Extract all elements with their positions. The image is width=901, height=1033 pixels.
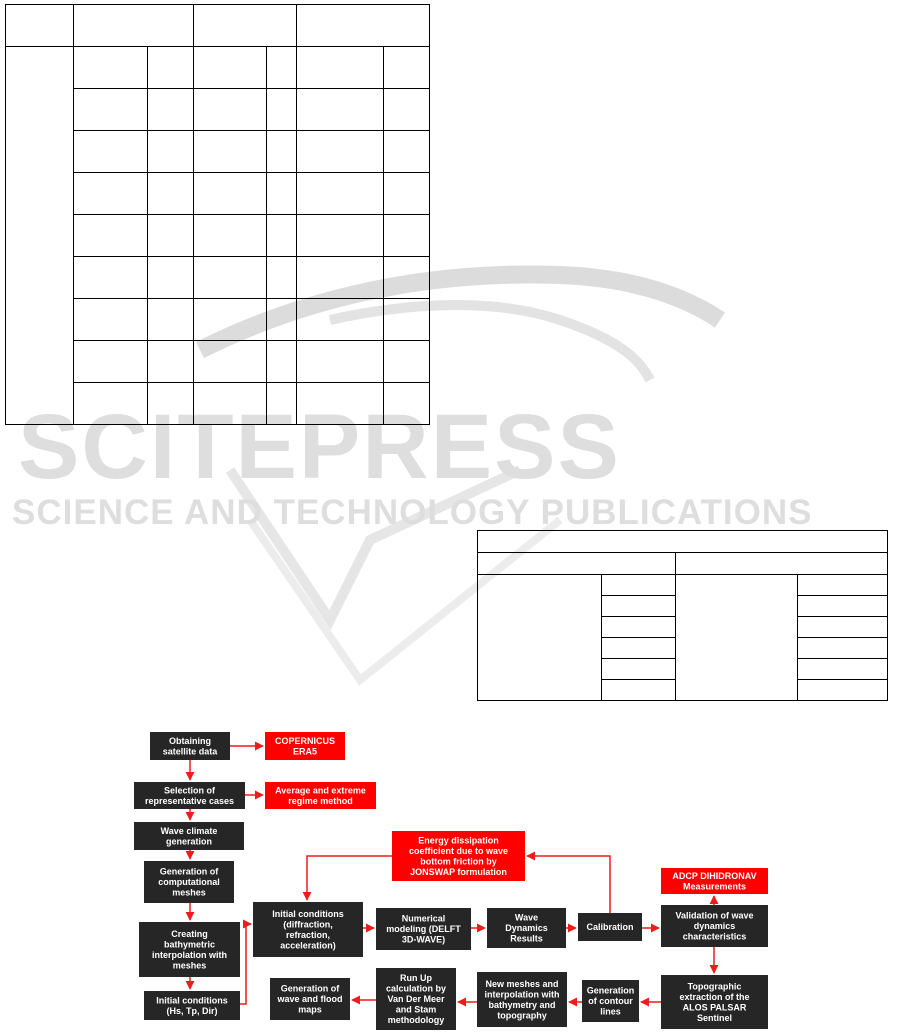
flowchart-node-energy <box>392 831 525 881</box>
flowchart-node-label: JONSWAP formulation <box>410 866 507 877</box>
flowchart-node-label: and Stam <box>395 1004 437 1015</box>
flowchart-node-label: COPERNICUS <box>274 735 336 746</box>
flowchart-node-label: lines <box>600 1006 621 1017</box>
flowchart-node-label: Generation of <box>159 866 219 877</box>
flowchart-node-bathymetric <box>139 922 240 977</box>
flowchart-node-label: Wave climate <box>160 825 218 836</box>
flowchart-node-label: satellite data <box>162 746 218 757</box>
flowchart-node-selection <box>134 782 245 809</box>
flowchart-node-label: meshes <box>172 887 206 898</box>
flowchart-arrow <box>307 856 392 900</box>
flowchart-node-label: wave and flood <box>277 994 343 1004</box>
flowchart-node-label: of contour <box>588 996 633 1006</box>
flowchart-node-label: bathymetry and <box>488 999 556 1010</box>
flowchart-node-maps <box>270 978 350 1020</box>
flowchart-node-label: Validation of wave <box>675 910 754 921</box>
flowchart-node-label: refraction, <box>285 929 331 940</box>
flowchart-node-dynamics <box>487 908 566 948</box>
flowchart-node-label: Results <box>510 933 543 944</box>
flowchart-node-label: generation <box>165 836 213 847</box>
flowchart-node-label: extraction of the <box>679 991 750 1002</box>
flowchart-node-label: topography <box>497 1010 547 1021</box>
watermark-title: SCITEPRESS <box>18 396 621 498</box>
flowchart-node-label: Selection of <box>163 785 216 796</box>
flowchart-node-label: Calibration <box>586 922 634 932</box>
flowchart-node-label: Generation <box>586 985 635 996</box>
flowchart-node-topographic <box>661 975 768 1029</box>
flowchart-node-label: Initial conditions <box>272 908 344 919</box>
flowchart-arrow <box>527 856 610 913</box>
flowchart-node-label: Sentinel <box>696 1012 733 1023</box>
flowchart-node-climate <box>134 822 244 850</box>
flowchart-node-label: representative cases <box>144 795 235 806</box>
flowchart-node-label: ERA5 <box>292 746 318 757</box>
flowchart-node-label: acceleration) <box>280 940 336 951</box>
flowchart-node-label: Run Up <box>400 973 432 983</box>
flowchart-node-label: coefficient due to wave <box>408 845 509 856</box>
flowchart-node-label: maps <box>298 1004 322 1015</box>
flowchart-node-label: calculation by <box>385 983 447 994</box>
flowchart-node-label: Measurements <box>682 881 747 892</box>
flowchart-node-runup <box>376 968 456 1030</box>
flowchart-node-contour <box>582 980 639 1022</box>
flowchart-node-label: dynamics <box>693 921 736 931</box>
flowchart-node-label: Numerical <box>401 913 446 924</box>
flowchart-node-label: Initial conditions <box>156 995 228 1006</box>
flowchart-node-copernicus <box>265 732 345 760</box>
flowchart-node-satellite <box>150 732 230 760</box>
flowchart-node-label: modeling (DELFT <box>386 924 461 934</box>
flowchart-node-label: interpolation with <box>484 989 560 1000</box>
flowchart-node-label: 3D-WAVE) <box>401 934 446 945</box>
flowchart-node-label: bottom friction by <box>420 856 497 867</box>
flowchart-node-regime <box>265 782 376 809</box>
flowchart-node-label: regime method <box>288 795 353 806</box>
flowchart-node-label: Wave <box>514 912 539 923</box>
flowchart-node-label: methodology <box>387 1015 445 1025</box>
flowchart-node-adcp <box>661 868 768 894</box>
flowchart-node-label: bathymetric <box>163 939 216 950</box>
flowchart-node-validation <box>661 905 768 947</box>
flowchart-node-label: ALOS PALSAR <box>682 1002 747 1013</box>
flowchart-node-label: Dynamics <box>505 923 548 933</box>
flowchart-node-label: interpolation with <box>152 949 227 960</box>
flowchart-node-label: New meshes and <box>485 978 559 989</box>
flowchart-node-calibration <box>578 913 642 941</box>
watermark-subtitle: SCIENCE AND TECHNOLOGY PUBLICATIONS <box>12 493 813 532</box>
flowchart-node-meshes <box>144 861 234 903</box>
flowchart-node-label: Obtaining <box>169 735 211 746</box>
flowchart-node-label: (diffraction, <box>283 919 333 930</box>
flowchart-arrow <box>240 924 251 1004</box>
flowchart-nodes <box>134 732 768 1030</box>
flowchart-node-numerical <box>376 908 471 950</box>
flowchart-node-label: computational <box>158 877 220 887</box>
flowchart-node-label: Average and extreme <box>275 785 366 796</box>
flowchart-node-label: ADCP DIHIDRONAV <box>672 870 757 881</box>
flowchart-node-label: Topographic <box>687 981 742 992</box>
flowchart-node-label: Generation of <box>280 983 340 994</box>
flowchart-node-label: Van Der Meer <box>387 994 445 1004</box>
flowchart-node-label: characteristics <box>682 931 747 942</box>
flowchart-node-newmeshes <box>477 972 567 1027</box>
flowchart-node-label: Creating <box>171 928 208 939</box>
flowchart-node-initial-diff <box>253 902 363 957</box>
flowchart-node-initial-hs <box>144 991 240 1020</box>
flowchart-node-label: meshes <box>172 960 207 971</box>
flowchart-node-label: Energy dissipation <box>418 835 499 846</box>
flowchart-node-label: (Hs, Tp, Dir) <box>166 1005 218 1016</box>
